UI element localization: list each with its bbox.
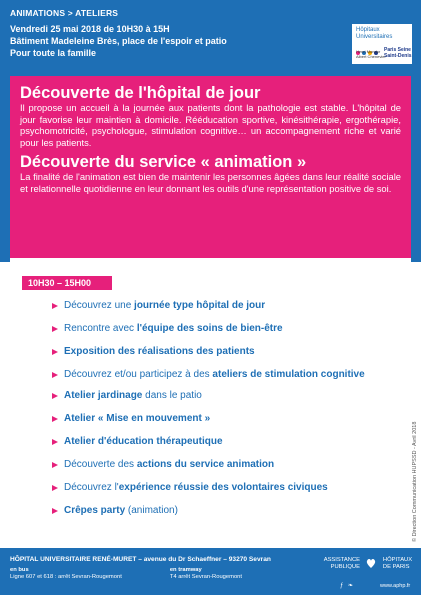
bus-info — [10, 567, 122, 581]
activity-highlight: ateliers de stimulation cognitive — [212, 369, 365, 380]
tram-label: en tramway — [169, 567, 202, 573]
intro-box — [10, 76, 411, 258]
activity-item — [52, 390, 402, 402]
aphp-right2: DE PARIS — [382, 563, 410, 570]
activity-highlight: Atelier jardinage — [64, 390, 143, 401]
logo-right2: Saint-Denis — [384, 53, 412, 59]
time-badge: 10H30 – 15H00 — [22, 276, 112, 290]
header — [10, 8, 340, 59]
activity-pre: Découvrez l' — [64, 482, 119, 493]
tram-text: T4 arrêt Sevran-Rougemont — [169, 574, 243, 580]
activity-item — [52, 482, 402, 494]
logo-title — [356, 27, 392, 41]
aphp-emblem-icon — [366, 557, 376, 569]
activity-highlight: actions du service animation — [136, 459, 275, 470]
bullet-arrow-icon — [52, 303, 58, 309]
bullet-arrow-icon — [52, 372, 58, 378]
facebook-icon[interactable]: ƒ — [340, 583, 344, 589]
social-icons — [340, 582, 356, 589]
logo-line1: Hôpitaux — [356, 27, 380, 33]
activity-pre: Rencontre avec — [64, 323, 137, 334]
aphp-left2: PUBLIQUE — [330, 563, 360, 570]
event-audience: Pour toute la famille — [10, 48, 97, 58]
bus-label: en bus — [10, 567, 29, 573]
activity-pre: Découvrez une — [64, 300, 135, 311]
activity-item — [52, 436, 402, 448]
bullet-arrow-icon — [52, 439, 58, 445]
hospital-logo — [352, 24, 412, 64]
intro-text-2: La finalité de l'animation est bien de maintenir les personnes âgées dans leur réalité sociale et relationnelle quotidienne en leur donnant les outils d'une représentation positive de soi. — [20, 171, 401, 194]
activity-highlight: Atelier d'éducation thérapeutique — [64, 436, 223, 447]
activity-highlight: Exposition des réalisations des patients — [64, 346, 255, 357]
credit-text: © Direction Communication HUPSSD - Avril 2018 — [412, 421, 418, 542]
logo-sub2: Albert Chenevier — [356, 54, 386, 59]
activity-highlight: Atelier « Mise en mouvement » — [64, 413, 211, 424]
event-location: Bâtiment Madeleine Brès, place de l'espoir et patio — [10, 36, 227, 46]
activity-item — [52, 300, 402, 312]
intro-title-2: Découverte du service « animation » — [20, 153, 307, 171]
bullet-arrow-icon — [52, 393, 58, 399]
activity-list — [52, 300, 402, 528]
activity-pre: Découvrez et/ou participez à des — [64, 369, 213, 380]
bullet-arrow-icon — [52, 349, 58, 355]
footer — [10, 556, 290, 581]
logo-region — [384, 47, 412, 59]
breadcrumb: ANIMATIONS > ATELIERS — [10, 8, 119, 18]
activity-item — [52, 346, 402, 358]
logo-sub1: Henri Mondor — [356, 49, 381, 54]
activity-highlight: l'équipe des soins de bien-être — [136, 323, 283, 334]
bullet-arrow-icon — [52, 508, 58, 514]
website-link[interactable]: www.aphp.fr — [380, 583, 411, 589]
activity-post: dans le patio — [142, 390, 202, 401]
logo-line2: Universitaires — [356, 34, 393, 40]
activity-item — [52, 413, 402, 425]
logo-dots-icon — [356, 42, 386, 46]
twitter-icon[interactable]: ❧ — [348, 583, 354, 589]
intro-title-1: Découverte de l'hôpital de jour — [20, 84, 261, 102]
activity-highlight: journée type hôpital de jour — [134, 300, 266, 311]
aphp-right1: HÔPITAUX — [382, 557, 413, 563]
aphp-left1: ASSISTANCE — [323, 557, 360, 563]
bullet-arrow-icon — [52, 326, 58, 332]
activity-highlight: Crêpes party — [64, 505, 126, 516]
aphp-logo — [322, 557, 412, 575]
logo-subtitle — [356, 49, 386, 59]
logo-right1: Paris Seine — [384, 47, 411, 53]
event-date: Vendredi 25 mai 2018 de 10H30 à 15H — [10, 24, 170, 34]
footer-address: HÔPITAL UNIVERSITAIRE RENÉ-MURET – avenue du Dr Schaeffner – 93270 Sevran — [10, 556, 271, 563]
activity-pre: Découverte des — [64, 459, 137, 470]
activity-item — [52, 369, 402, 381]
bullet-arrow-icon — [52, 485, 58, 491]
activity-highlight: expérience réussie des volontaires civiques — [118, 482, 328, 493]
event-details — [10, 23, 340, 59]
bullet-arrow-icon — [52, 416, 58, 422]
bus-text: Ligne 607 et 618 : arrêt Sevran-Rougemont — [10, 574, 122, 580]
intro-text-1: Il propose un accueil à la journée aux patients dont la pathologie est stable. L'hôpital de jour favorise leur maintien à domicile. Rééducation sportive, kinésithérapie, ergothérapie, psychomotricité, psychologue, stimulation cognitive… un accompagnement riche et varié pour les patients. — [20, 102, 401, 148]
activity-post: (animation) — [125, 505, 178, 516]
tram-info — [170, 567, 242, 581]
bullet-arrow-icon — [52, 462, 58, 468]
activity-item — [52, 459, 402, 471]
activity-item — [52, 505, 402, 517]
activity-item — [52, 323, 402, 335]
